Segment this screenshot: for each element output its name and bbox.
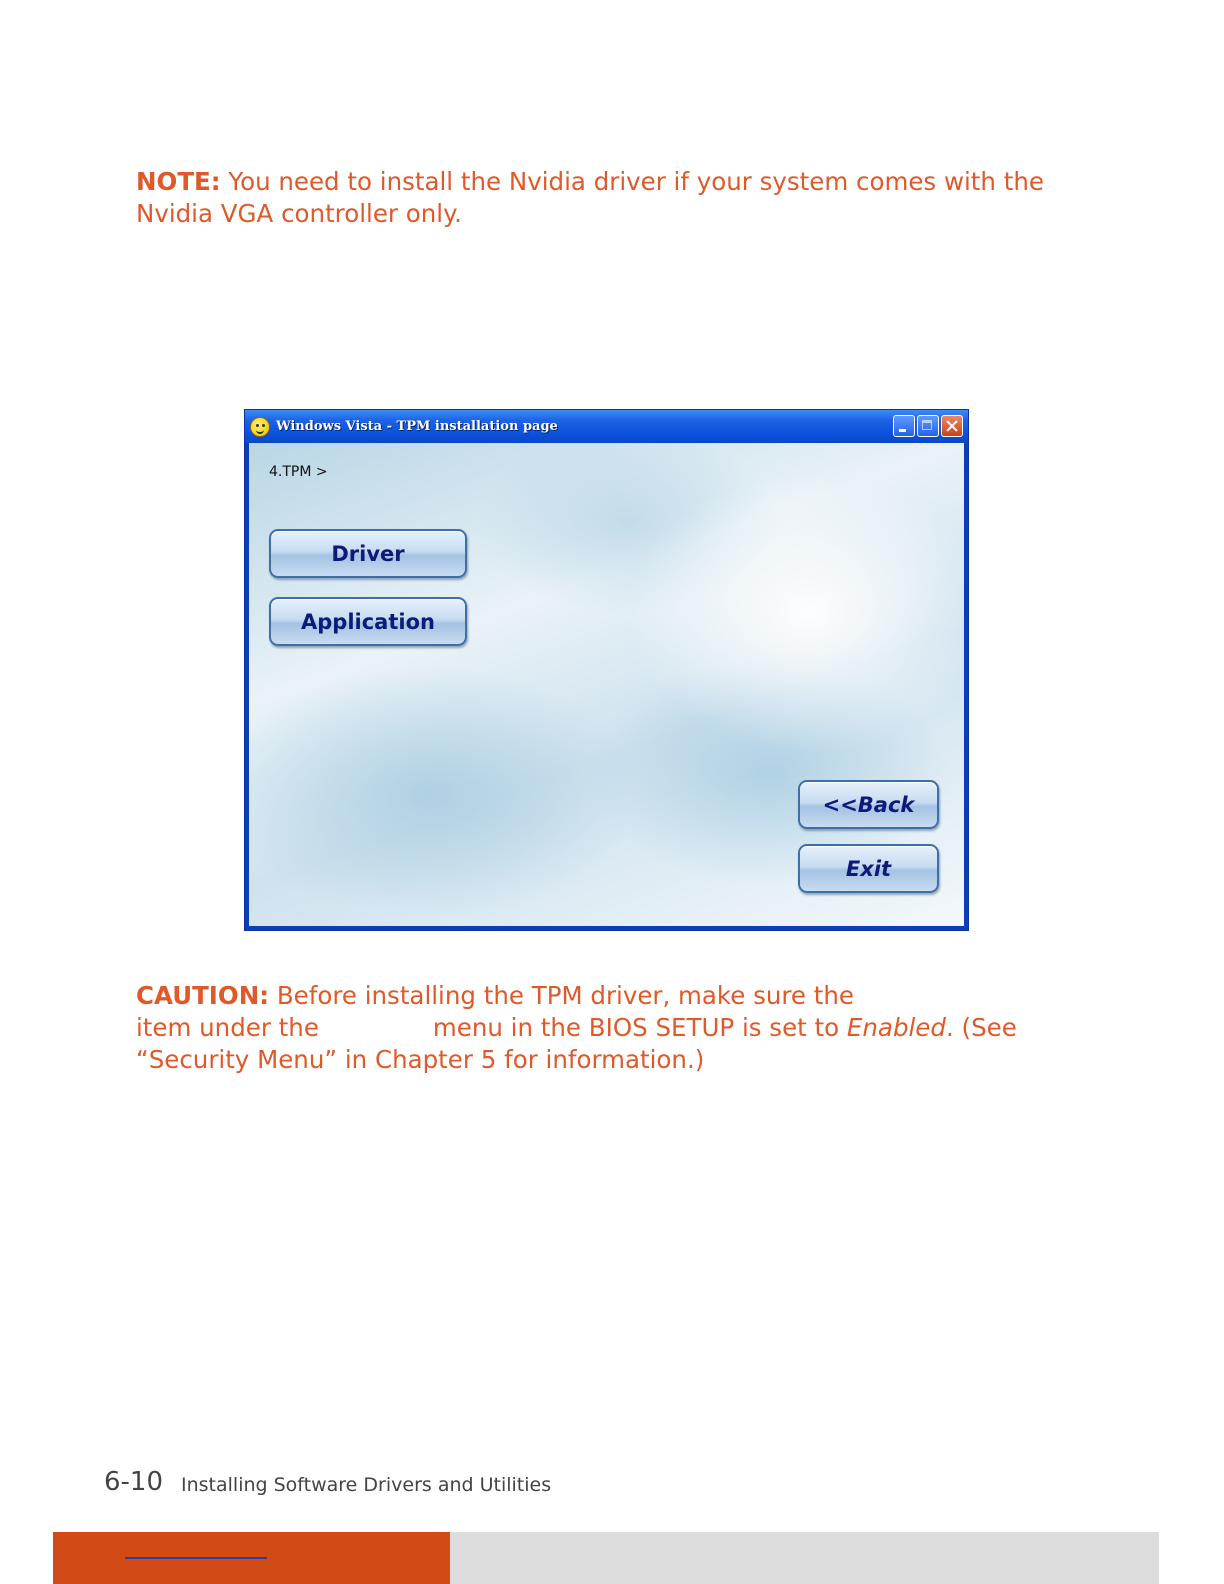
- close-icon[interactable]: [941, 415, 963, 437]
- back-button[interactable]: <<Back: [798, 780, 939, 829]
- caution-line3: “Security Menu” in Chapter 5 for information.): [136, 1045, 705, 1074]
- caution-line2-part3: . (See: [945, 1013, 1017, 1042]
- maximize-icon[interactable]: [917, 415, 939, 437]
- page-number: 6-10: [104, 1467, 164, 1497]
- enabled-emphasis: Enabled: [846, 1013, 946, 1042]
- caution-line2: [136, 1012, 1096, 1044]
- application-button[interactable]: Application: [269, 597, 467, 646]
- minimize-icon[interactable]: [893, 415, 915, 437]
- caution-label: CAUTION:: [136, 981, 270, 1010]
- note-text-line2: Nvidia VGA controller only.: [136, 199, 462, 228]
- caution-line1-text: Before installing the TPM driver, make sure the: [269, 981, 854, 1010]
- note-paragraph: [136, 166, 1096, 230]
- caution-paragraph: [136, 980, 1096, 1076]
- driver-button[interactable]: Driver: [269, 529, 467, 578]
- exit-button[interactable]: Exit: [798, 844, 939, 893]
- window-client-area: [249, 443, 964, 926]
- note-label: NOTE:: [136, 167, 221, 196]
- footer-gray-bar: [450, 1532, 1159, 1584]
- smiley-app-icon: [250, 417, 270, 437]
- window-controls: [893, 415, 963, 437]
- tpm-installation-window: [244, 409, 969, 931]
- window-title-bar[interactable]: [245, 410, 968, 443]
- breadcrumb: 4.TPM >: [269, 464, 328, 480]
- caution-line2-part2: menu in the BIOS SETUP is set to: [432, 1013, 847, 1042]
- caution-line1: [136, 980, 1096, 1012]
- window-title: Windows Vista - TPM installation page: [276, 419, 558, 434]
- note-text-line1: You need to install the Nvidia driver if your system comes with the: [220, 167, 1044, 196]
- footer-blue-line: [125, 1557, 267, 1559]
- caution-line2-part1: item under the: [136, 1013, 319, 1042]
- chapter-title: Installing Software Drivers and Utilities: [181, 1474, 552, 1496]
